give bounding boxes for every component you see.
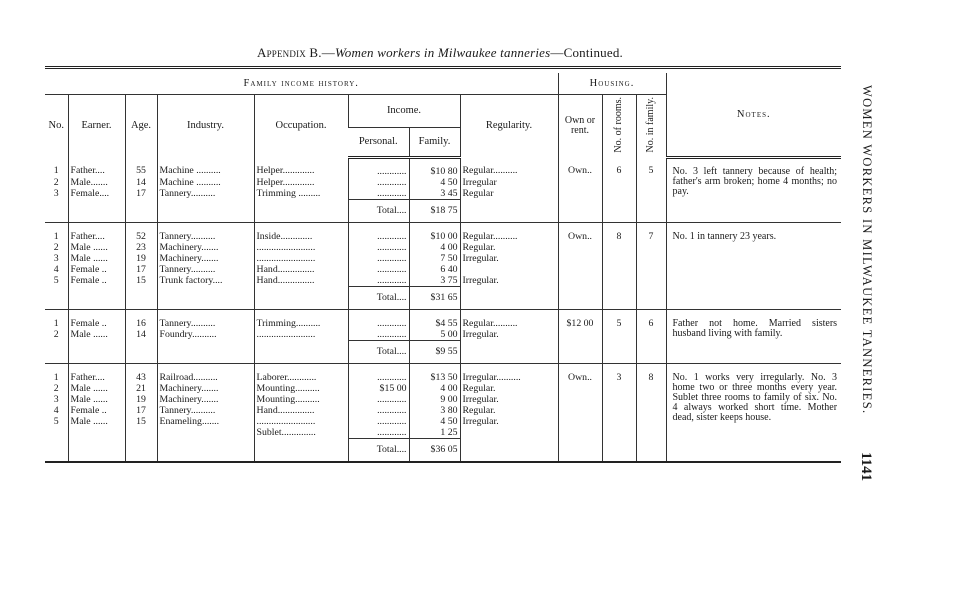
cell-industry: Machine ..........	[157, 177, 254, 188]
cell-occupation: Mounting..........	[254, 394, 348, 405]
cell-age: 15	[125, 275, 157, 287]
cell-industry: Foundry..........	[157, 329, 254, 341]
total-blank-cell	[157, 287, 254, 310]
rooms-header	[602, 95, 636, 158]
total-label: Total....	[348, 200, 409, 223]
cell-family: 4 00	[409, 383, 460, 394]
total-label: Total....	[348, 287, 409, 310]
total-blank-cell	[157, 200, 254, 223]
total-blank-cell	[460, 287, 558, 310]
cell-industry: Machinery.......	[157, 383, 254, 394]
cell-family: 1 25	[409, 427, 460, 439]
total-blank-cell	[125, 439, 157, 463]
cell-family: 4 50	[409, 177, 460, 188]
cell-personal: $15 00	[348, 383, 409, 394]
cell-industry: Machinery.......	[157, 253, 254, 264]
total-blank-cell	[460, 439, 558, 463]
cell-family: $4 55	[409, 311, 460, 329]
cell-earner: Male ......	[68, 383, 125, 394]
cell-no: 4	[53, 405, 59, 417]
total-blank-cell	[460, 200, 558, 223]
total-blank-cell	[254, 287, 348, 310]
total-value: $18 75	[409, 200, 460, 223]
cell-industry: Enameling.......	[157, 416, 254, 427]
cell-occupation: ........................	[254, 253, 348, 264]
earner-header: Earner.	[68, 95, 125, 158]
total-blank-cell	[254, 439, 348, 463]
cell-regularity: Irregular.	[460, 253, 558, 264]
cell-no	[45, 427, 68, 439]
page-title	[0, 45, 880, 61]
cell-family: 3 75	[409, 275, 460, 287]
cell-occupation: Trimming..........	[254, 311, 348, 329]
running-side-title: WOMEN WORKERS IN MILWAUKEE TANNERIES.	[860, 85, 874, 415]
cell-earner: Father....	[68, 158, 125, 178]
cell-earner: Male ......	[68, 394, 125, 405]
cell-personal: ............	[348, 427, 409, 439]
total-blank-cell	[45, 200, 68, 223]
cell-no: 1	[53, 372, 59, 384]
in-family-header-text: No. in family.	[645, 97, 656, 153]
cell-family: 7 50	[409, 253, 460, 264]
cell-earner: Male ......	[68, 253, 125, 264]
cell-in-family: 5	[636, 158, 666, 223]
cell-personal: ............	[348, 416, 409, 427]
cell-occupation: Helper.............	[254, 177, 348, 188]
cell-industry: Machinery.......	[157, 242, 254, 253]
personal-header: Personal.	[348, 128, 409, 158]
total-blank-cell	[45, 341, 68, 364]
cell-earner: Father....	[68, 224, 125, 242]
table-bottom-rule	[45, 462, 841, 464]
cell-rooms: 5	[602, 311, 636, 364]
cell-regularity: Regular.	[460, 405, 558, 416]
cell-in-family: 7	[636, 224, 666, 310]
cell-earner: Male ......	[68, 329, 125, 341]
cell-age: 17	[125, 188, 157, 200]
cell-no: 4	[53, 264, 59, 276]
cell-regularity	[460, 264, 558, 275]
cell-regularity: Irregular.	[460, 329, 558, 341]
cell-age: 21	[125, 383, 157, 394]
cell-no: 3	[53, 253, 59, 265]
cell-family: 4 00	[409, 242, 460, 253]
total-blank-cell	[125, 287, 157, 310]
family-header: Family.	[409, 128, 460, 158]
cell-age: 14	[125, 177, 157, 188]
cell-own-or-rent: Own..	[558, 224, 602, 310]
total-blank-cell	[254, 341, 348, 364]
page-title-italic: Women workers in Milwaukee tanneries	[334, 45, 551, 60]
page-title-suffix: —Continued.	[550, 45, 623, 60]
total-blank-cell	[460, 341, 558, 364]
cell-rooms: 6	[602, 158, 636, 223]
cell-age	[125, 427, 157, 439]
cell-rooms: 3	[602, 365, 636, 462]
cell-regularity: Regular..........	[460, 224, 558, 242]
cell-regularity: Regular	[460, 188, 558, 200]
cell-in-family: 6	[636, 311, 666, 364]
total-value: $9 55	[409, 341, 460, 364]
cell-occupation: Sublet..............	[254, 427, 348, 439]
rooms-header-text: No. of rooms.	[613, 97, 624, 153]
cell-age: 19	[125, 253, 157, 264]
cell-earner: Female....	[68, 188, 125, 200]
cell-family: 4 50	[409, 416, 460, 427]
cell-personal: ............	[348, 158, 409, 178]
cell-occupation: Hand...............	[254, 275, 348, 287]
cell-age: 15	[125, 416, 157, 427]
total-blank-cell	[45, 287, 68, 310]
cell-no: 1	[53, 164, 59, 176]
total-blank-cell	[125, 341, 157, 364]
cell-personal: ............	[348, 264, 409, 275]
cell-family: 5 00	[409, 329, 460, 341]
cell-family: 6 40	[409, 264, 460, 275]
table-row	[45, 158, 841, 178]
total-value: $31 65	[409, 287, 460, 310]
cell-earner: Female ..	[68, 311, 125, 329]
cell-own-or-rent: $12 00	[558, 311, 602, 364]
cell-age: 17	[125, 405, 157, 416]
cell-industry: Tannery..........	[157, 264, 254, 275]
cell-regularity: Irregular	[460, 177, 558, 188]
cell-own-or-rent: Own..	[558, 365, 602, 462]
cell-own-or-rent: Own..	[558, 158, 602, 223]
total-blank-cell	[157, 439, 254, 463]
cell-occupation: ........................	[254, 416, 348, 427]
cell-no: 2	[53, 383, 59, 395]
cell-regularity	[460, 427, 558, 439]
income-table	[45, 66, 841, 464]
cell-industry: Trunk factory....	[157, 275, 254, 287]
cell-industry: Machine ..........	[157, 158, 254, 178]
cell-regularity: Irregular.	[460, 416, 558, 427]
income-header: Income.	[348, 95, 460, 128]
cell-earner	[68, 427, 125, 439]
cell-age: 23	[125, 242, 157, 253]
industry-header: Industry.	[157, 95, 254, 158]
cell-industry: Tannery..........	[157, 188, 254, 200]
page-title-prefix: Appendix B.—	[256, 45, 335, 60]
age-header: Age.	[125, 95, 157, 158]
cell-personal: ............	[348, 405, 409, 416]
cell-occupation: Laborer............	[254, 365, 348, 383]
total-blank-cell	[125, 200, 157, 223]
total-blank-cell	[68, 287, 125, 310]
cell-no: 3	[53, 394, 59, 406]
cell-earner: Father....	[68, 365, 125, 383]
cell-industry: Tannery..........	[157, 311, 254, 329]
cell-occupation: Hand...............	[254, 264, 348, 275]
cell-no: 2	[53, 242, 59, 254]
cell-personal: ............	[348, 275, 409, 287]
cell-personal: ............	[348, 188, 409, 200]
bottom-rule-cell	[45, 462, 841, 464]
occupation-header: Occupation.	[254, 95, 348, 158]
total-blank-cell	[157, 341, 254, 364]
cell-no: 5	[53, 275, 59, 287]
cell-personal: ............	[348, 177, 409, 188]
cell-industry: Tannery..........	[157, 224, 254, 242]
cell-earner: Male ......	[68, 416, 125, 427]
cell-industry: Tannery..........	[157, 405, 254, 416]
total-value: $36 05	[409, 439, 460, 463]
cell-age: 16	[125, 311, 157, 329]
cell-occupation: Helper.............	[254, 158, 348, 178]
cell-earner: Male ......	[68, 242, 125, 253]
cell-personal: ............	[348, 329, 409, 341]
cell-earner: Female ..	[68, 405, 125, 416]
cell-notes: No. 1 works very irregularly. No. 3 home two or three months every year. Sublet three rooms to family of six. No. 4 always worked short time. Mother dead, sister keeps house.	[666, 365, 841, 462]
total-blank-cell	[68, 341, 125, 364]
cell-age: 14	[125, 329, 157, 341]
cell-industry	[157, 427, 254, 439]
cell-family: 3 45	[409, 188, 460, 200]
cell-no: 2	[53, 177, 59, 189]
regularity-header: Regularity.	[460, 95, 558, 158]
cell-regularity: Regular..........	[460, 311, 558, 329]
cell-notes: No. 1 in tannery 23 years.	[666, 224, 841, 310]
cell-no: 1	[53, 318, 59, 330]
cell-occupation: Trimming .........	[254, 188, 348, 200]
no-header: No.	[48, 120, 64, 132]
cell-occupation: Inside.............	[254, 224, 348, 242]
cell-age: 19	[125, 394, 157, 405]
cell-personal: ............	[348, 224, 409, 242]
total-label: Total....	[348, 439, 409, 463]
cell-regularity: Regular..........	[460, 158, 558, 178]
cell-regularity: Irregular.	[460, 275, 558, 287]
cell-age: 52	[125, 224, 157, 242]
cell-industry: Railroad..........	[157, 365, 254, 383]
housing-header: Housing.	[558, 73, 666, 95]
table-row	[45, 224, 841, 242]
cell-notes: No. 3 left tannery because of health; father's arm broken; home 4 months; no pay.	[666, 158, 841, 223]
notes-header: Notes.	[666, 73, 841, 158]
page-number: 1141	[858, 452, 874, 482]
cell-notes: Father not home. Married sisters husband living with family.	[666, 311, 841, 364]
cell-family: $10 00	[409, 224, 460, 242]
family-income-history-header: Family income history.	[45, 73, 558, 95]
cell-no: 3	[53, 188, 59, 200]
cell-rooms: 8	[602, 224, 636, 310]
cell-no: 2	[53, 329, 59, 341]
table-body	[45, 158, 841, 465]
cell-in-family: 8	[636, 365, 666, 462]
table-row	[45, 311, 841, 329]
in-family-header	[636, 95, 666, 158]
cell-occupation: ........................	[254, 242, 348, 253]
cell-occupation: Mounting..........	[254, 383, 348, 394]
total-blank-cell	[254, 200, 348, 223]
cell-occupation: ........................	[254, 329, 348, 341]
cell-occupation: Hand...............	[254, 405, 348, 416]
cell-personal: ............	[348, 242, 409, 253]
cell-regularity: Irregular..........	[460, 365, 558, 383]
total-blank-cell	[45, 439, 68, 463]
cell-earner: Female ..	[68, 275, 125, 287]
cell-personal: ............	[348, 365, 409, 383]
cell-personal: ............	[348, 394, 409, 405]
cell-family: $10 80	[409, 158, 460, 178]
cell-family: 3 80	[409, 405, 460, 416]
cell-industry: Machinery.......	[157, 394, 254, 405]
cell-personal: ............	[348, 253, 409, 264]
cell-earner: Female ..	[68, 264, 125, 275]
cell-regularity: Regular.	[460, 383, 558, 394]
cell-no: 1	[53, 231, 59, 243]
total-blank-cell	[68, 439, 125, 463]
total-label: Total....	[348, 341, 409, 364]
cell-family: 9 00	[409, 394, 460, 405]
total-blank-cell	[68, 200, 125, 223]
cell-no: 5	[53, 416, 59, 428]
cell-regularity: Irregular.	[460, 394, 558, 405]
cell-personal: ............	[348, 311, 409, 329]
cell-age: 55	[125, 158, 157, 178]
cell-age: 43	[125, 365, 157, 383]
table-row	[45, 365, 841, 383]
own-or-rent-header: Own or rent.	[558, 95, 602, 158]
cell-regularity: Regular.	[460, 242, 558, 253]
cell-family: $13 50	[409, 365, 460, 383]
cell-earner: Male.......	[68, 177, 125, 188]
cell-age: 17	[125, 264, 157, 275]
